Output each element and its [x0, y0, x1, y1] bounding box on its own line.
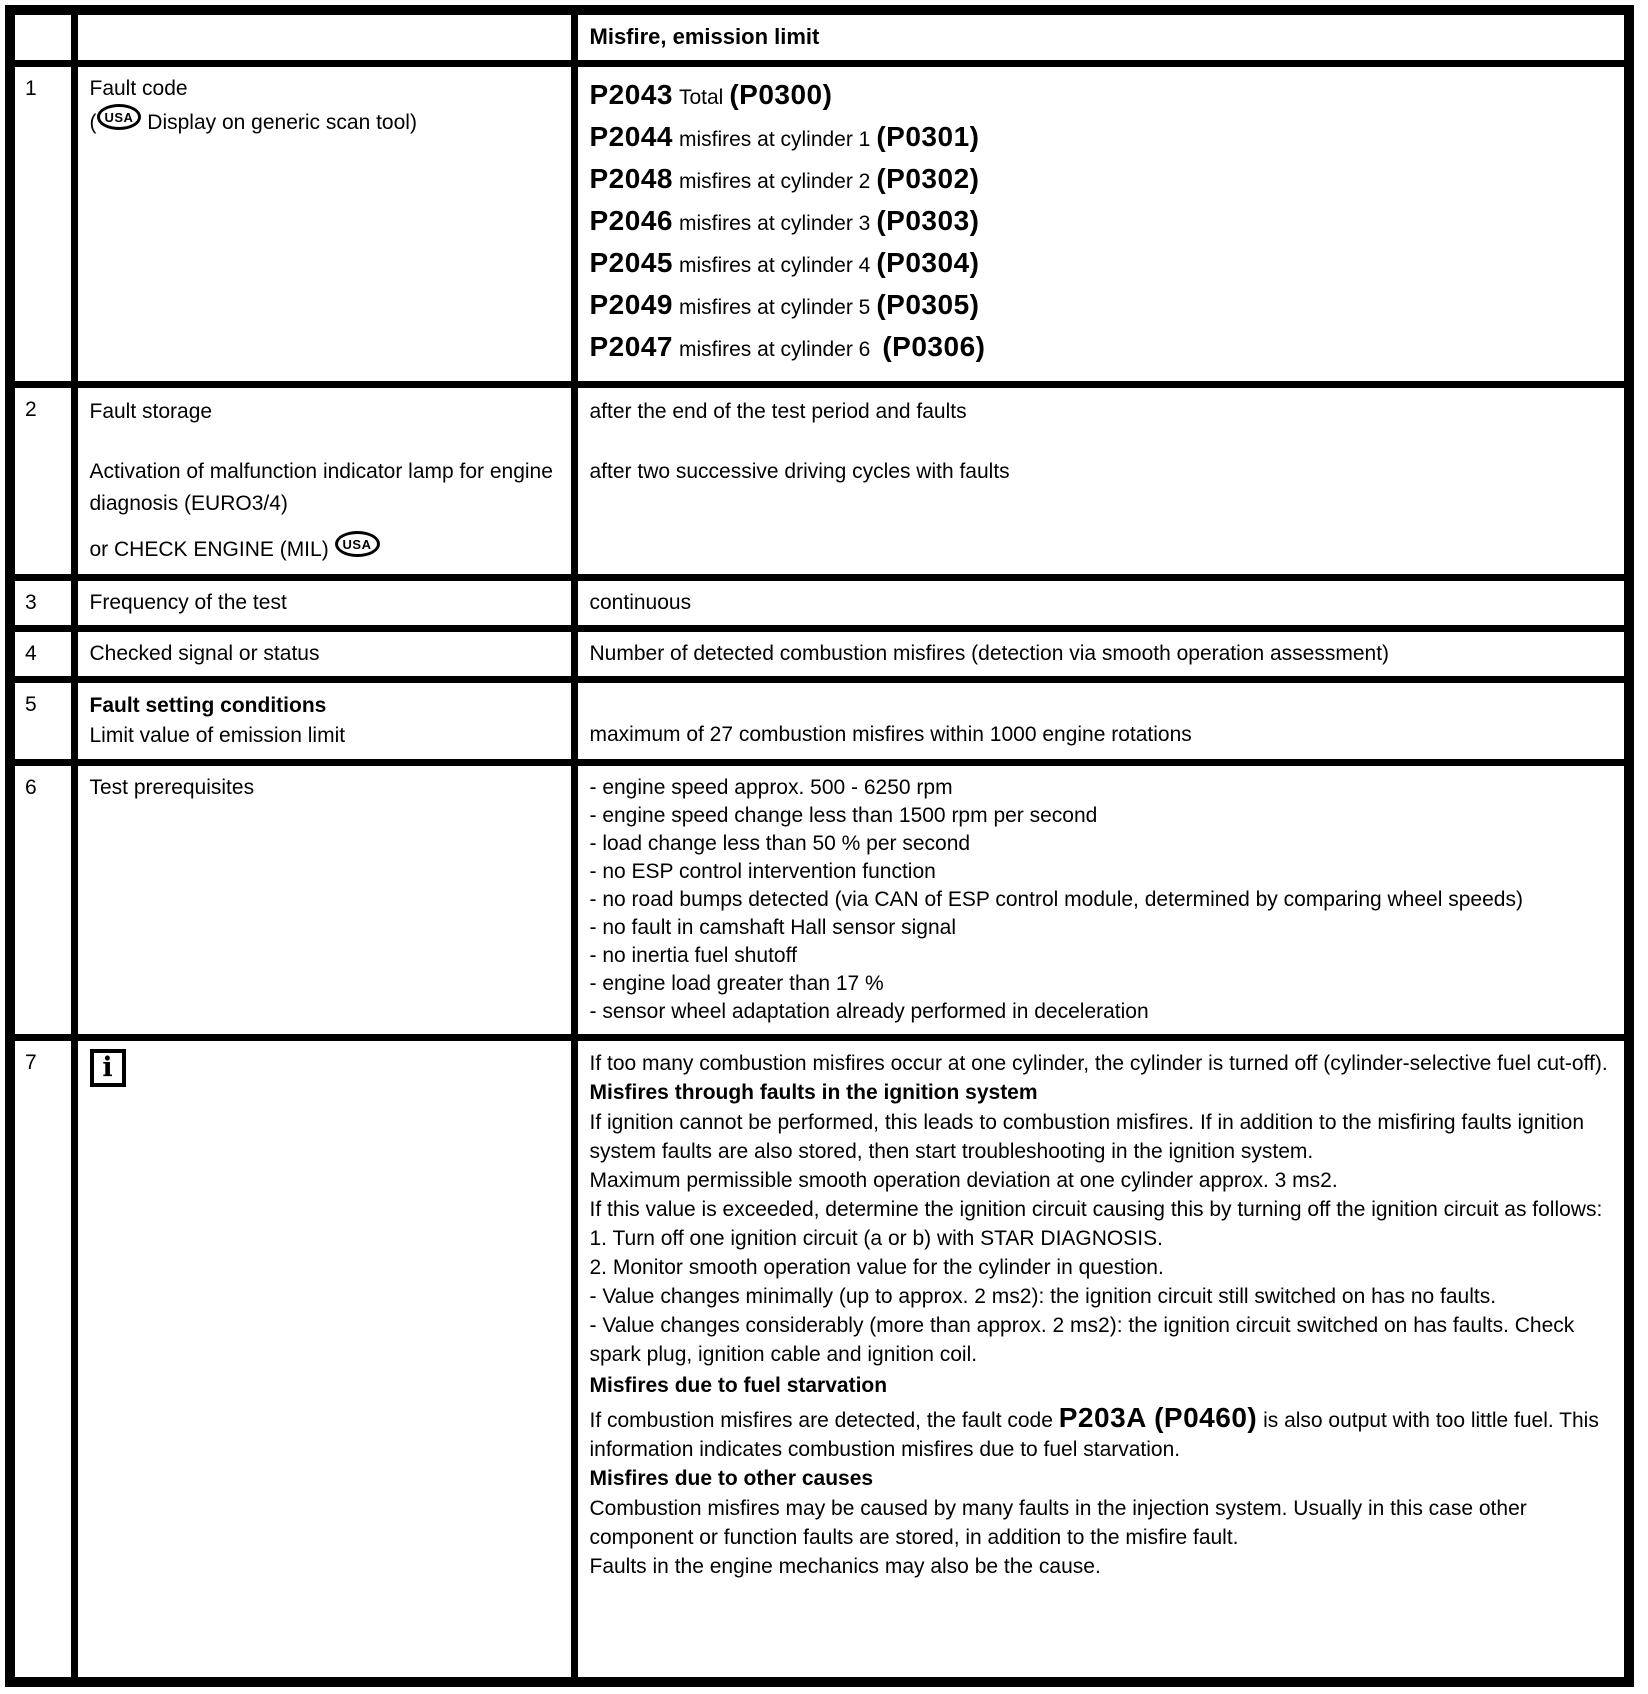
fault-code-desc: misfires at cylinder 4 [678, 254, 871, 277]
prerequisite-item: - no ESP control intervention function [589, 860, 936, 883]
prerequisites-list-cell [574, 763, 1629, 1038]
note-value-minimal: - Value changes minimally (up to approx. 2 ms2): the ignition circuit still switched on has no faults. [589, 1285, 1497, 1308]
info-icon: i [90, 1049, 126, 1087]
fault-code-value: P2043 [589, 79, 673, 110]
checked-signal-label: Checked signal or status [74, 629, 574, 680]
fault-code-value: P2045 [589, 247, 673, 278]
row-fault-storage [10, 385, 1629, 578]
info-notes-cell [574, 1038, 1629, 1683]
fault-code-desc: misfires at cylinder 3 [678, 212, 871, 235]
fault-code-desc: misfires at cylinder 2 [678, 170, 871, 193]
fault-code-line [590, 331, 1613, 366]
fault-code-value: P2048 [589, 163, 673, 194]
note-other-causes: Combustion misfires may be caused by many faults in the injection system. Usually in this case other component or function faults are stored, in addition to the misfire fault. [589, 1497, 1527, 1549]
row-test-frequency [10, 578, 1629, 629]
fault-codes-list-cell [574, 64, 1629, 385]
fault-code-value: P2046 [589, 205, 673, 236]
note-exceeded-procedure: If this value is exceeded, determine the ignition circuit causing this by turning off the ignition circuit as follows: [589, 1198, 1603, 1221]
generic-code-value: (P0301) [876, 121, 980, 152]
fault-code-desc: misfires at cylinder 6 [678, 338, 871, 361]
info-icon-cell [74, 1038, 574, 1683]
prerequisite-item: - engine speed approx. 500 - 6250 rpm [589, 776, 953, 799]
row-number-4: 4 [10, 629, 74, 680]
fault-code-line [590, 79, 1613, 114]
fault-code-value: P2044 [589, 121, 673, 152]
generic-code-value: (P0303) [876, 205, 980, 236]
generic-code-value: (P0300) [729, 79, 833, 110]
fault-code-label-cell [74, 64, 574, 385]
note-max-deviation: Maximum permissible smooth operation deviation at one cylinder approx. 3 ms2. [589, 1169, 1338, 1192]
fault-storage-label: Fault storage [89, 400, 213, 423]
fault-code-value: P2047 [589, 331, 673, 362]
frequency-label: Frequency of the test [74, 578, 574, 629]
fuel-starvation-text-pre: If combustion misfires are detected, the fault code [589, 1409, 1053, 1432]
prerequisite-item: - sensor wheel adaptation already performed in deceleration [589, 1000, 1149, 1023]
fault-code-value: P2049 [589, 289, 673, 320]
fault-code-desc: misfires at cylinder 5 [678, 296, 871, 319]
fault-code-desc: misfires at cylinder 1 [678, 128, 871, 151]
fuel-starvation-code: P203A (P0460) [1058, 1402, 1258, 1433]
row-number-5: 5 [10, 680, 74, 763]
mil-activation-label: Activation of malfunction indicator lamp for engine diagnosis (EURO3/4) [89, 460, 553, 515]
note-step-1: 1. Turn off one ignition circuit (a or b) with STAR DIAGNOSIS. [589, 1227, 1163, 1250]
note-value-considerable: - Value changes considerably (more than approx. 2 ms2): the ignition circuit switched on has faults. Check spark plug, ignition cable and ignition coil. [589, 1314, 1575, 1366]
check-engine-text: or CHECK ENGINE (MIL) [89, 538, 329, 561]
fault-code-sublabel-text: Display on generic scan tool) [147, 111, 417, 134]
row-fault-setting-conditions [10, 680, 1629, 763]
row-test-prerequisites [10, 763, 1629, 1038]
row-number-2: 2 [10, 385, 74, 578]
fault-code-sublabel [90, 109, 559, 137]
heading-fuel-starvation: Misfires due to fuel starvation [589, 1374, 888, 1397]
generic-code-value: (P0304) [876, 247, 980, 278]
fuel-starvation-text-post: is also output with too little fuel. This information indicates combustion misfires due to fuel starvation. [589, 1409, 1599, 1461]
row-checked-signal [10, 629, 1629, 680]
row-number-6: 6 [10, 763, 74, 1038]
misfire-diagnostic-table [5, 5, 1634, 1687]
fault-code-desc: Total [678, 86, 724, 109]
prerequisite-item: - engine speed change less than 1500 rpm per second [589, 804, 1098, 827]
generic-code-value: (P0306) [882, 331, 986, 362]
prerequisite-item: - no inertia fuel shutoff [589, 944, 797, 967]
prerequisites-label: Test prerequisites [74, 763, 574, 1038]
header-cell-rownum-empty [10, 10, 74, 64]
prerequisite-item: - engine load greater than 17 % [589, 972, 884, 995]
note-fuel-starvation [590, 1403, 1613, 1464]
heading-ignition-faults: Misfires through faults in the ignition system [589, 1081, 1038, 1104]
note-engine-mechanics: Faults in the engine mechanics may also be the cause. [589, 1555, 1101, 1578]
fault-setting-heading: Fault setting conditions [89, 694, 327, 717]
emission-limit-label: Limit value of emission limit [89, 724, 346, 747]
table-header-row [10, 10, 1629, 64]
fault-code-line [590, 289, 1613, 324]
prerequisite-item: - load change less than 50 % per second [589, 832, 971, 855]
row-number-7: 7 [10, 1038, 74, 1683]
fault-code-line [590, 121, 1613, 156]
header-cell-label-empty [74, 10, 574, 64]
fault-code-line [590, 205, 1613, 240]
frequency-value: continuous [574, 578, 1629, 629]
fault-setting-label-cell [74, 680, 574, 763]
row-info-notes [10, 1038, 1629, 1683]
fault-storage-label-cell [74, 385, 574, 578]
header-cell-title [574, 10, 1629, 64]
usa-stamp-icon: USA [335, 531, 380, 557]
note-step-2: 2. Monitor smooth operation value for the cylinder in question. [589, 1256, 1164, 1279]
row-number-3: 3 [10, 578, 74, 629]
paren-open: ( [89, 111, 97, 134]
fault-storage-content-cell [574, 385, 1629, 578]
check-engine-label [90, 534, 559, 566]
emission-limit-value: maximum of 27 combustion misfires within 1000 engine rotations [574, 680, 1629, 763]
generic-code-value: (P0305) [876, 289, 980, 320]
heading-other-causes: Misfires due to other causes [589, 1467, 874, 1490]
table-title: Misfire, emission limit [589, 24, 820, 49]
checked-signal-value: Number of detected combustion misfires (detection via smooth operation assessment) [574, 629, 1629, 680]
prerequisite-item: - no fault in camshaft Hall sensor signal [589, 916, 957, 939]
usa-stamp-icon: USA [97, 104, 142, 130]
row-fault-code [10, 64, 1629, 385]
generic-code-value: (P0302) [876, 163, 980, 194]
prerequisite-item: - no road bumps detected (via CAN of ESP control module, determined by comparing wheel speeds) [589, 888, 1523, 911]
mil-activation-value: after two successive driving cycles with faults [589, 460, 1010, 483]
row-number-1: 1 [10, 64, 74, 385]
note-cylinder-cutoff: If too many combustion misfires occur at one cylinder, the cylinder is turned off (cylinder-selective fuel cut-off). [589, 1052, 1608, 1075]
fault-code-label: Fault code [89, 77, 188, 100]
fault-code-line [590, 163, 1613, 198]
fault-storage-value: after the end of the test period and faults [589, 400, 967, 423]
fault-code-line [590, 247, 1613, 282]
note-ignition-explanation: If ignition cannot be performed, this leads to combustion misfires. If in addition to the misfiring faults ignition system faults are also stored, then start troubleshooting in the ignition system. [589, 1111, 1585, 1163]
